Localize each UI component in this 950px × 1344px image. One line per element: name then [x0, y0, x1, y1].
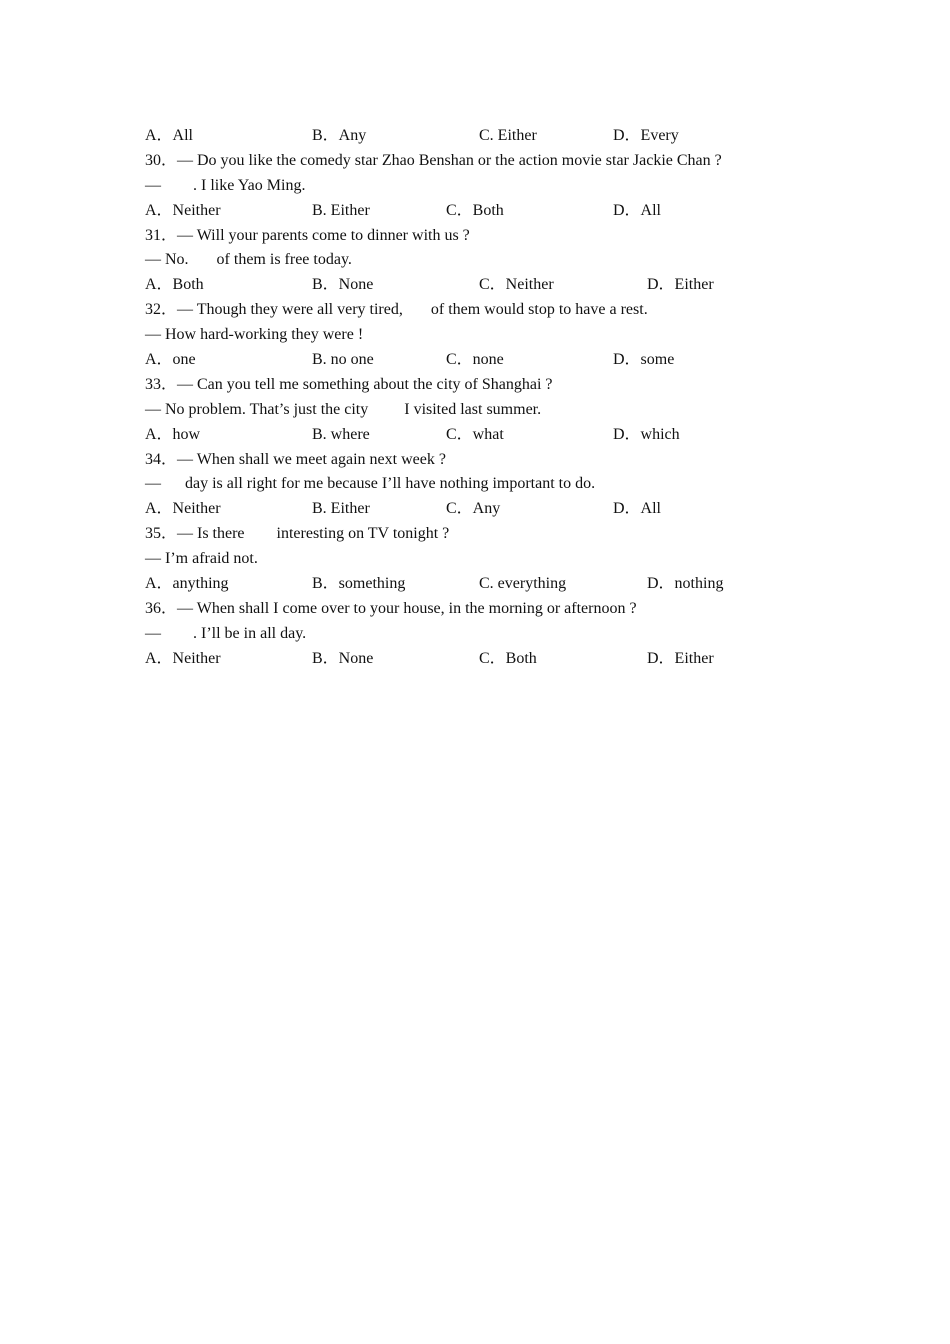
answer-options	[145, 647, 825, 672]
option-a[interactable]: A．anything	[145, 575, 229, 593]
option-b[interactable]: B. Either	[312, 201, 370, 219]
option-c[interactable]: C．none	[446, 351, 504, 369]
question-reply: — . I’ll be in all day.	[145, 624, 307, 642]
option-d[interactable]: D．some	[613, 351, 675, 369]
option-a[interactable]: A．one	[145, 351, 196, 369]
question-block	[145, 373, 825, 448]
question-stem: 35．— Is there interesting on TV tonight ?	[145, 525, 450, 543]
option-b[interactable]: B. no one	[312, 351, 374, 369]
option-d[interactable]: D．Either	[647, 649, 714, 667]
question-list	[145, 124, 825, 672]
question-block	[145, 149, 825, 224]
option-d[interactable]: D．which	[613, 425, 680, 443]
option-a[interactable]: A．All	[145, 127, 194, 144]
answer-options	[145, 273, 825, 298]
question-stem: 36．— When shall I come over to your house, in the morning or afternoon ?	[145, 599, 637, 617]
answer-options	[145, 497, 825, 522]
question-reply: — I’m afraid not.	[145, 550, 258, 568]
question-stem: 32．— Though they were all very tired, of them would stop to have a rest.	[145, 301, 648, 319]
question-stem: 30．— Do you like the comedy star Zhao Benshan or the action movie star Jackie Chan ?	[145, 151, 722, 169]
option-a[interactable]: A．Both	[145, 276, 204, 294]
question-block	[145, 522, 825, 597]
option-b[interactable]: B．Any	[312, 127, 367, 144]
answer-options	[145, 199, 825, 224]
answer-options	[145, 423, 825, 448]
question-reply: — How hard-working they were !	[145, 326, 364, 344]
option-c[interactable]: C．Neither	[479, 276, 554, 294]
answer-options	[145, 124, 825, 149]
question-stem: 33．— Can you tell me something about the city of Shanghai ?	[145, 375, 553, 393]
option-a[interactable]: A．Neither	[145, 201, 221, 219]
option-d[interactable]: D．All	[613, 500, 662, 518]
question-block	[145, 224, 825, 299]
option-c[interactable]: C．what	[446, 425, 504, 443]
option-d[interactable]: D．All	[613, 201, 662, 219]
option-c[interactable]: C．Both	[479, 649, 537, 667]
option-b[interactable]: B. where	[312, 425, 370, 443]
option-c[interactable]: C. Either	[479, 127, 537, 144]
option-b[interactable]: B．None	[312, 649, 374, 667]
question-reply: — No. of them is free today.	[145, 251, 352, 269]
answer-options	[145, 348, 825, 373]
option-c[interactable]: C．Any	[446, 500, 501, 518]
option-b[interactable]: B．something	[312, 575, 406, 593]
question-block	[145, 597, 825, 672]
option-d[interactable]: D．Every	[613, 127, 679, 144]
option-b[interactable]: B．None	[312, 276, 374, 294]
option-c[interactable]: C．Both	[446, 201, 504, 219]
question-reply: — day is all right for me because I’ll have nothing important to do.	[145, 475, 596, 493]
answer-options	[145, 572, 825, 597]
option-c[interactable]: C. everything	[479, 575, 567, 593]
option-a[interactable]: A．how	[145, 425, 201, 443]
option-b[interactable]: B. Either	[312, 500, 370, 518]
question-block	[145, 124, 825, 149]
question-stem: 31．— Will your parents come to dinner with us ?	[145, 226, 470, 244]
question-stem: 34．— When shall we meet again next week ?	[145, 450, 446, 468]
question-reply: — . I like Yao Ming.	[145, 176, 306, 194]
option-a[interactable]: A．Neither	[145, 649, 221, 667]
option-d[interactable]: D．Either	[647, 276, 714, 294]
question-reply: — No problem. That’s just the city I visited last summer.	[145, 400, 542, 418]
question-block	[145, 298, 825, 373]
question-block	[145, 448, 825, 523]
option-d[interactable]: D．nothing	[647, 575, 724, 593]
option-a[interactable]: A．Neither	[145, 500, 221, 518]
